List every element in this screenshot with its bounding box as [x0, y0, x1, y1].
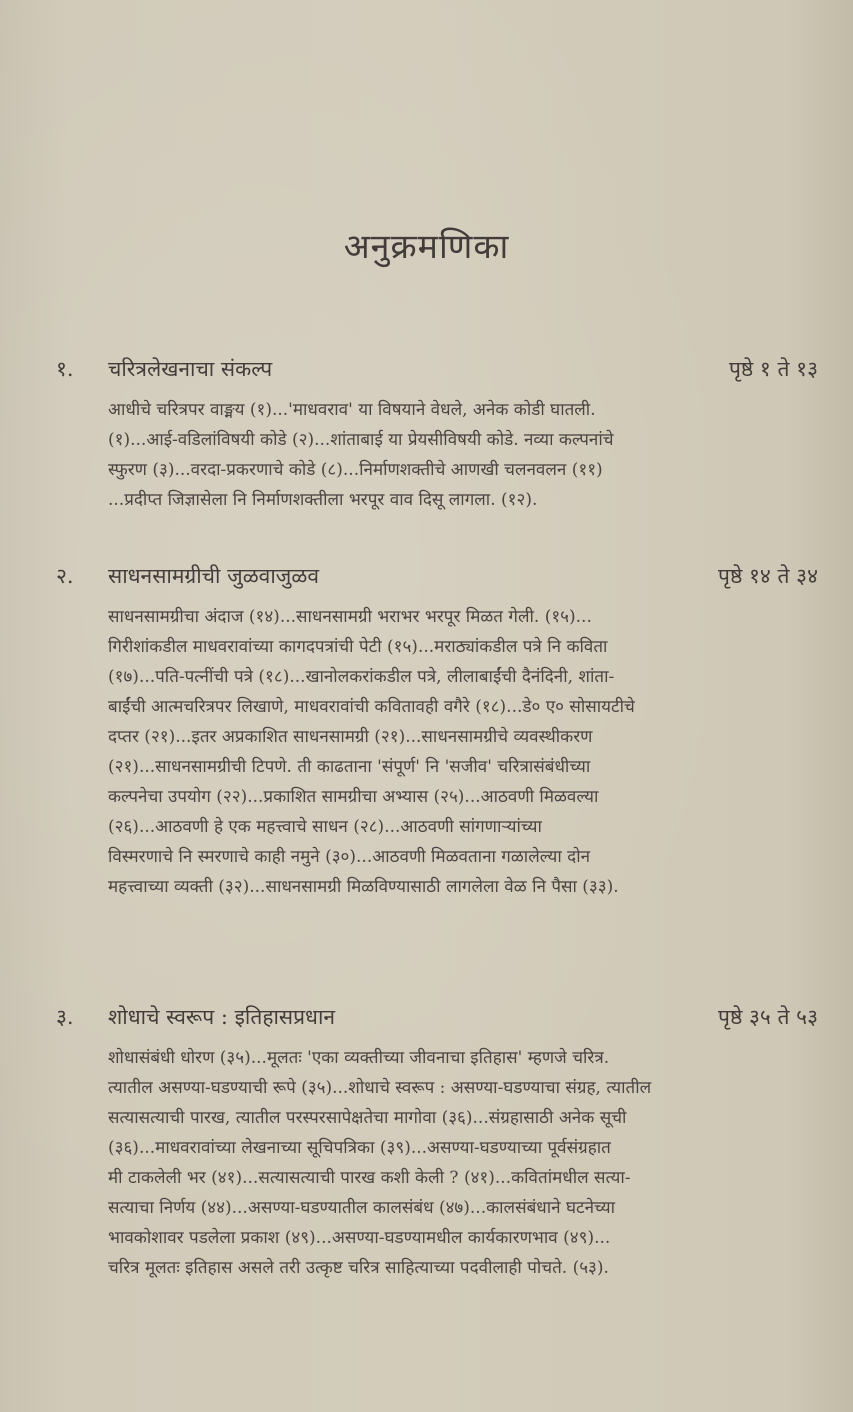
section-header [56, 562, 818, 602]
section-heading: शोधाचे स्वरूप : इतिहासप्रधान [108, 1005, 336, 1029]
summary-line: आधीचे चरित्रपर वाङ्मय (१)...'माधवराव' या विषयाने वेधले, अनेक कोडी घातली. [108, 400, 596, 420]
section-header [56, 355, 818, 395]
section-number: ३. [56, 1005, 74, 1029]
contents-section-3 [56, 1003, 818, 1283]
section-summary [56, 602, 818, 902]
section-heading: साधनसामग्रीची जुळवाजुळव [108, 564, 320, 588]
summary-line: स्फुरण (३)...वरदा-प्रकरणाचे कोडे (८)...निर्माणशक्तीचे आणखी चलनवलन (११) [108, 460, 603, 480]
section-page-range: पृष्ठे १ ते १३ [728, 357, 818, 381]
section-number: १. [56, 357, 74, 381]
page-title: अनुक्रमणिका [343, 227, 510, 267]
summary-line: (२६)...आठवणी हे एक महत्त्वाचे साधन (२८)...आठवणी सांगणाऱ्यांच्या [108, 817, 542, 837]
section-number: २. [56, 564, 74, 588]
summary-line: मी टाकलेली भर (४१)...सत्यासत्याची पारख कशी केली ? (४१)...कवितांमधील सत्या- [108, 1168, 631, 1188]
summary-line: साधनसामग्रीचा अंदाज (१४)...साधनसामग्री भराभर भरपूर मिळत गेली. (१५)... [108, 607, 592, 627]
summary-line: सत्यासत्याची पारख, त्यातील परस्परसापेक्षतेचा मागोवा (३६)...संग्रहासाठी अनेक सूची [108, 1108, 627, 1128]
summary-line: (१७)...पति-पत्नींची पत्रे (१८)...खानोलकरांकडील पत्रे, लीलाबाईंची दैनंदिनी, शांता- [108, 667, 615, 687]
section-page-range: पृष्ठे ३५ ते ५३ [718, 1005, 818, 1029]
summary-line: त्यातील असण्या-घडण्याची रूपे (३५)...शोधाचे स्वरूप : असण्या-घडण्याचा संग्रह, त्यातील [108, 1078, 652, 1098]
section-heading: चरित्रलेखनाचा संकल्प [108, 357, 273, 381]
summary-line: दप्तर (२१)...इतर अप्रकाशित साधनसामग्री (२१)...साधनसामग्रीचे व्यवस्थीकरण [108, 727, 593, 747]
summary-line: भावकोशावर पडलेला प्रकाश (४९)...असण्या-घडण्यामधील कार्यकारणभाव (४९)... [108, 1228, 611, 1248]
section-summary [56, 1043, 818, 1283]
summary-line: गिरीशांकडील माधवरावांच्या कागदपत्रांची पेटी (१५)...मराठ्यांकडील पत्रे नि कविता [108, 637, 608, 657]
summary-line: कल्पनेचा उपयोग (२२)...प्रकाशित सामग्रीचा अभ्यास (२५)...आठवणी मिळवल्या [108, 787, 599, 807]
section-header [56, 1003, 818, 1043]
summary-line: चरित्र मूलतः इतिहास असले तरी उत्कृष्ट चरित्र साहित्याच्या पदवीलाही पोचते. (५३). [108, 1258, 609, 1278]
summary-line: (३६)...माधवरावांच्या लेखनाच्या सूचिपत्रिका (३९)...असण्या-घडण्याच्या पूर्वसंग्रहात [108, 1138, 611, 1158]
summary-line: विस्मरणाचे नि स्मरणाचे काही नमुने (३०)...आठवणी मिळवताना गळालेल्या दोन [108, 847, 591, 867]
summary-line: शोधासंबंधी धोरण (३५)...मूलतः 'एका व्यक्तीच्या जीवनाचा इतिहास' म्हणजे चरित्र. [108, 1048, 610, 1068]
summary-line: बाईंची आत्मचरित्रपर लिखाणे, माधवरावांची कवितावही वगैरे (१८)...डे० ए० सोसायटीचे [108, 697, 635, 717]
section-page-range: पृष्ठे १४ ते ३४ [718, 564, 818, 588]
summary-line: ...प्रदीप्त जिज्ञासेला नि निर्माणशक्तीला भरपूर वाव दिसू लागला. (१२). [108, 490, 538, 510]
section-summary [56, 395, 818, 515]
summary-line: महत्त्वाच्या व्यक्ती (३२)...साधनसामग्री मिळविण्यासाठी लागलेला वेळ नि पैसा (३३). [108, 877, 619, 897]
contents-section-2 [56, 562, 818, 902]
contents-section-1 [56, 355, 818, 515]
summary-line: सत्याचा निर्णय (४४)...असण्या-घडण्यातील कालसंबंध (४७)...कालसंबंधाने घटनेच्या [108, 1198, 616, 1218]
summary-line: (१)...आई-वडिलांविषयी कोडे (२)...शांताबाई या प्रेयसीविषयी कोडे. नव्या कल्पनांचे [108, 430, 614, 450]
summary-line: (२१)...साधनसामग्रीची टिपणे. ती काढताना 'संपूर्ण' नि 'सजीव' चरित्रासंबंधीच्या [108, 757, 591, 777]
